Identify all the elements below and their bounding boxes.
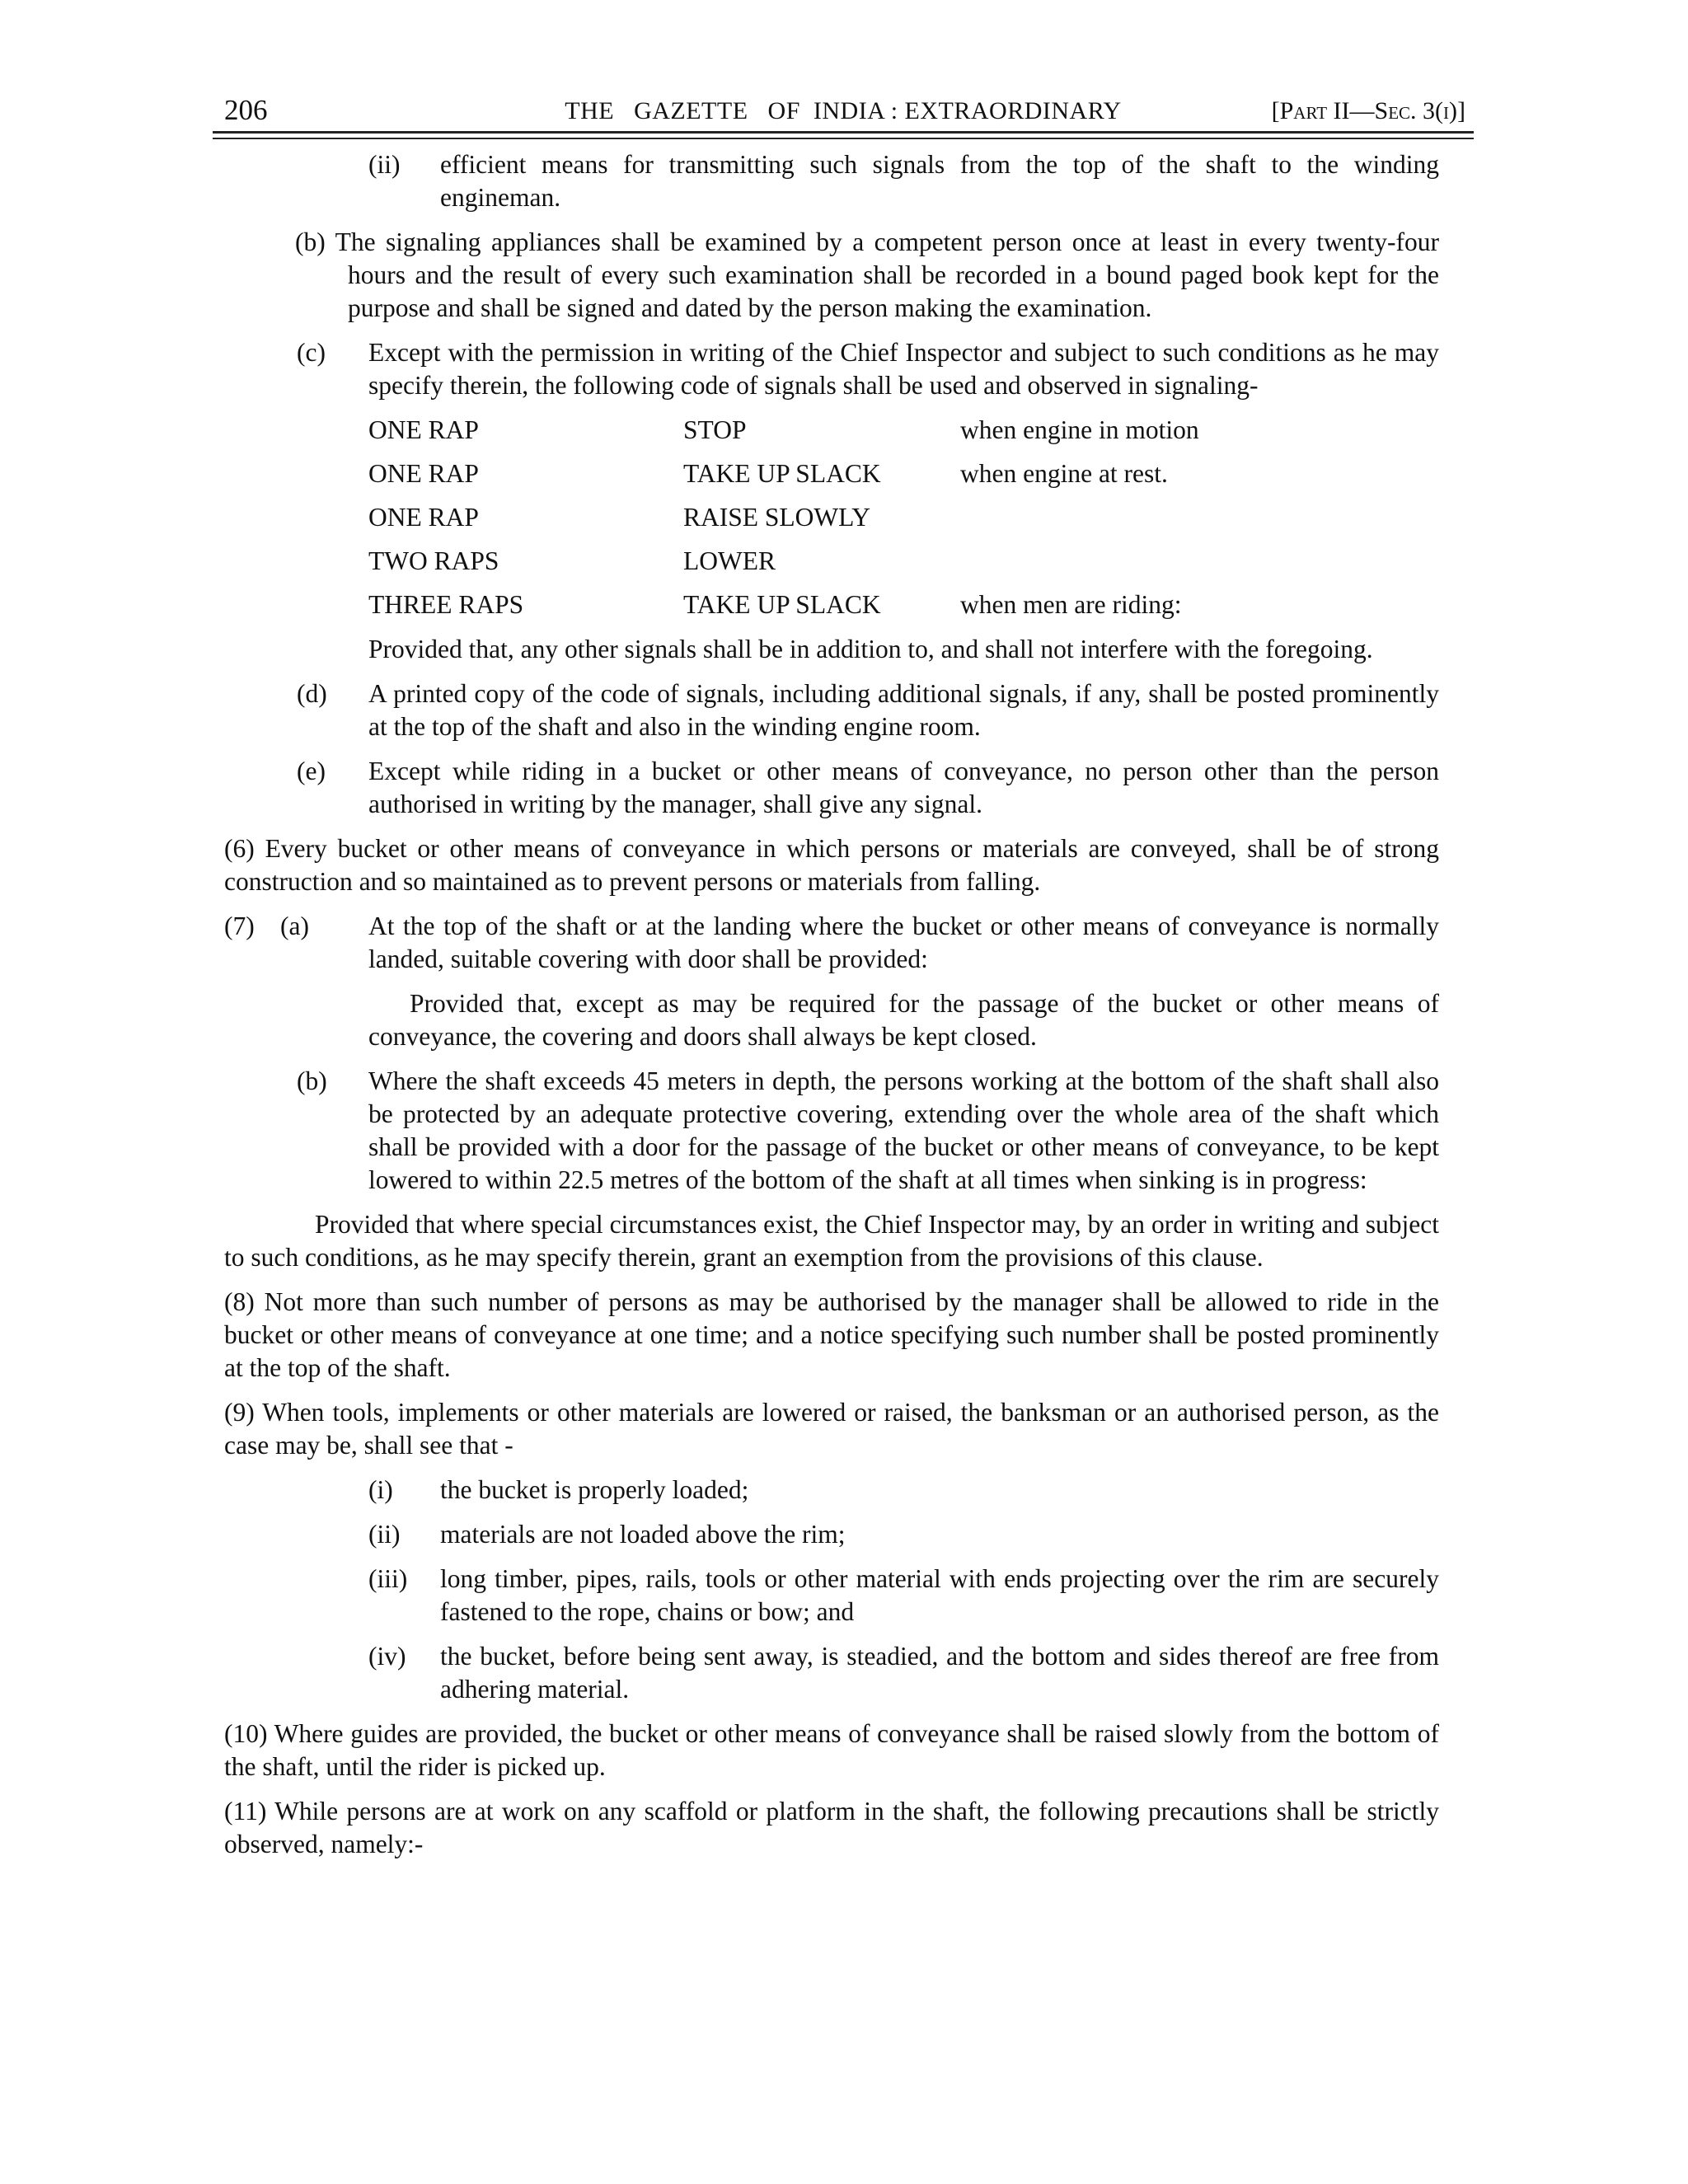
clause-label: (iv) (368, 1642, 406, 1671)
signal-row (368, 457, 1439, 490)
signal-condition: when engine in motion (960, 415, 1199, 444)
clause-6: (6) Every bucket or other means of conveyance in which persons or materials are conveyed, shall be of strong construction and so maintained as to prevent persons or materials from falling. (224, 834, 1439, 896)
clause-text: Except with the permission in writing of the Chief Inspector and subject to such conditions as he may specify therein, the following code of signals shall be used and observed in signaling- (368, 338, 1439, 400)
clause-7b (224, 1065, 1439, 1197)
clause-text: the bucket is properly loaded; (440, 1475, 749, 1504)
clause-label: (7) (224, 912, 255, 940)
clause-label: (b) (297, 1066, 327, 1095)
clause-label: (ii) (368, 1520, 401, 1549)
clause-text: long timber, pipes, rails, tools or other material with ends projecting over the rim are securely fastened to the rope, chains or bow; and (440, 1564, 1439, 1626)
header-rule-thick (213, 131, 1474, 134)
clause-sublabel: (a) (280, 912, 309, 940)
clause-c (224, 336, 1439, 402)
page-number: 206 (224, 94, 268, 126)
clause-label: (e) (297, 757, 326, 785)
clause-text: A printed copy of the code of signals, including additional signals, if any, shall be posted prominently at the top of the shaft and also in the winding engine room. (368, 679, 1439, 741)
page-header (213, 89, 1474, 135)
signal-row (368, 588, 1439, 621)
clause-e (224, 755, 1439, 821)
signal-meaning: LOWER (683, 546, 776, 575)
clause-text: materials are not loaded above the rim; (440, 1520, 846, 1549)
signal-raps: TWO RAPS (368, 546, 499, 575)
header-rule-thin (213, 138, 1474, 139)
clause-label: (c) (297, 338, 326, 367)
clause-8: (8) Not more than such number of persons as may be authorised by the manager shall be allowed to ride in the bucket or other means of conveyance at one time; and a notice specifying such number shall be posted prominently at the top of the shaft. (224, 1287, 1439, 1382)
clause-text: efficient means for transmitting such signals from the top of the shaft to the winding engineman. (440, 150, 1439, 212)
signal-raps: ONE RAP (368, 459, 479, 488)
clause-text: At the top of the shaft or at the landing where the bucket or other means of conveyance is normally landed, suitable covering with door shall be provided: (368, 912, 1439, 973)
clause-c-proviso: Provided that, any other signals shall be in addition to, and shall not interfere with the foregoing. (368, 635, 1373, 663)
clause-label: (ii) (368, 150, 401, 179)
clause-9-iv (224, 1640, 1439, 1706)
signal-meaning: TAKE UP SLACK (683, 590, 881, 619)
clause-9-ii (224, 1518, 1439, 1551)
signal-row (368, 545, 1439, 578)
signal-condition: when engine at rest. (960, 459, 1168, 488)
clause-9-i (224, 1474, 1439, 1507)
clause-text: Except while riding in a bucket or other means of conveyance, no person other than the person authorised in writing by the manager, shall give any signal. (368, 757, 1439, 818)
signal-raps: ONE RAP (368, 415, 479, 444)
clause-11: (11) While persons are at work on any scaffold or platform in the shaft, the following precautions shall be strictly observed, namely:- (224, 1797, 1439, 1858)
clause-7a-proviso: Provided that, except as may be required for the passage of the bucket or other means of conveyance, the covering and doors shall always be kept closed. (368, 989, 1439, 1051)
signal-meaning: STOP (683, 415, 747, 444)
clause-text: the bucket, before being sent away, is steadied, and the bottom and sides thereof are free from adhering material. (440, 1642, 1439, 1704)
clause-ii (224, 148, 1439, 214)
signal-row (368, 414, 1439, 447)
signal-meaning: RAISE SLOWLY (683, 503, 870, 532)
clause-label: (iii) (368, 1564, 408, 1593)
clause-label: (i) (368, 1475, 393, 1504)
signal-row (368, 501, 1439, 534)
clause-label: (d) (297, 679, 327, 708)
clause-10: (10) Where guides are provided, the bucket or other means of conveyance shall be raised slowly from the bottom of the shaft, until the rider is picked up. (224, 1719, 1439, 1781)
signal-condition: when men are riding: (960, 590, 1182, 619)
clause-b: (b) The signaling appliances shall be examined by a competent person once at least in every twenty-four hours and the result of every such examination shall be recorded in a bound paged book kept for the purpose and shall be signed and dated by the person making the examination. (295, 227, 1439, 322)
signal-raps: ONE RAP (368, 503, 479, 532)
clause-9: (9) When tools, implements or other materials are lowered or raised, the banksman or an authorised person, as the case may be, shall see that - (224, 1398, 1439, 1460)
clause-9-iii (224, 1563, 1439, 1629)
part-section: [Part II—Sec. 3(i)] (1271, 97, 1465, 124)
clause-d (224, 677, 1439, 743)
signal-raps: THREE RAPS (368, 590, 524, 619)
signal-condition (960, 501, 1439, 534)
document-body (224, 148, 1439, 1872)
signal-meaning: TAKE UP SLACK (683, 459, 881, 488)
clause-7-proviso: Provided that where special circumstances exist, the Chief Inspector may, by an order in writing and subject to such conditions, as he may specify therein, grant an exemption from the provisions of this clause. (224, 1210, 1439, 1272)
clause-7a (224, 910, 1439, 976)
signal-condition (960, 545, 1439, 578)
clause-text: Where the shaft exceeds 45 meters in depth, the persons working at the bottom of the shaft shall also be protected by an adequate protective covering, extending over the whole area of the shaft which shall be provided with a door for the passage of the bucket or other means of conveyance, to be kept lowered to within 22.5 metres of the bottom of the shaft at all times when sinking is in progress: (368, 1066, 1439, 1194)
gazette-title: THE GAZETTE OF INDIA : EXTRAORDINARY (565, 97, 1122, 124)
signal-code-table (224, 414, 1439, 621)
